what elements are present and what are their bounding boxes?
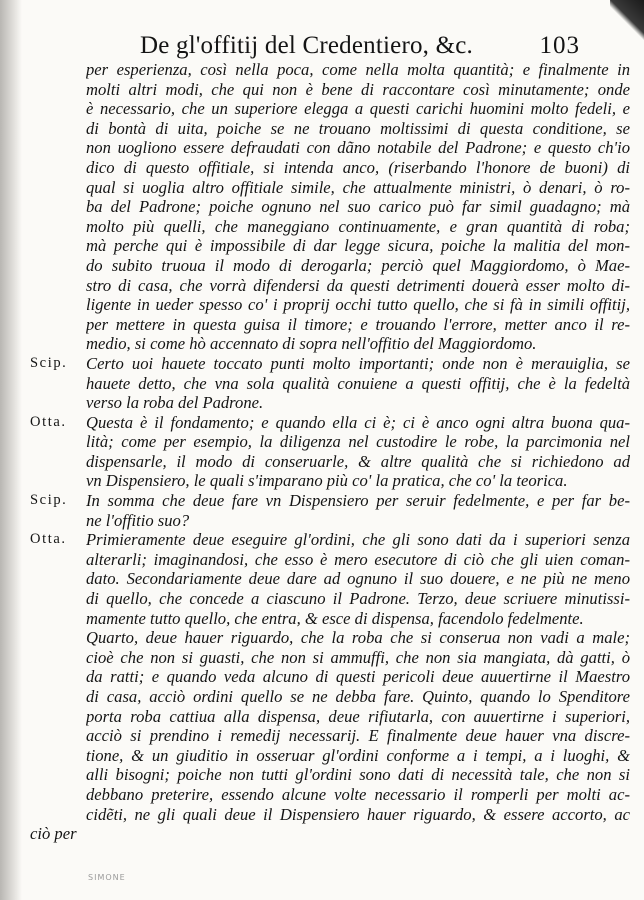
- line-text: alli bisogni; poiche non tutti gl'ordini sono dati di necessità tale, che non si: [86, 765, 630, 785]
- speaker-label: [30, 511, 86, 531]
- text-line: [30, 315, 630, 335]
- text-line: [30, 550, 630, 570]
- speaker-label: [30, 256, 86, 276]
- speaker-label: [30, 765, 86, 785]
- speaker-label: [30, 589, 86, 609]
- line-text: dato. Secondariamente deue dare ad ognuno il suo douere, e ne più ne meno: [86, 569, 630, 589]
- text-line: [30, 707, 630, 727]
- text-line: [30, 138, 630, 158]
- line-text: Quarto, deue hauer riguardo, che la roba che si conserua non vadi a male;: [86, 628, 630, 648]
- line-text: lità; come per esempio, la diligenza nel custodire le robe, la parcimonia nel: [86, 432, 630, 452]
- text-line: [30, 628, 630, 648]
- speaker-label: [30, 667, 86, 687]
- line-text: Questa è il fondamento; e quando ella ci è; ci è anco ogni altra buona qua-: [86, 412, 630, 432]
- text-line: [30, 256, 630, 276]
- line-text: mamente tutto quello, che entra, & esce di dispensa, facendolo fedelmente.: [86, 608, 584, 628]
- speaker-label: [30, 99, 86, 119]
- text-line: [30, 609, 630, 629]
- line-text: dico di questo offitiale, si intenda anco, (riserbando l'honore de buoni) di: [86, 157, 630, 177]
- text-line: [30, 746, 630, 766]
- speaker-label: [30, 785, 86, 805]
- speaker-label: [30, 805, 86, 825]
- speaker-label: Otta.: [30, 413, 67, 430]
- line-text: debbano preterire, essendo alcune volte necessario il romperli per molti ac-: [86, 784, 630, 804]
- text-line: [30, 491, 630, 511]
- text-line: [30, 158, 630, 178]
- speaker-label: [30, 334, 86, 354]
- line-text: verso la roba del Padrone.: [86, 393, 264, 413]
- speaker-label: [30, 276, 86, 296]
- speaker-label: [30, 178, 86, 198]
- body-text: [30, 60, 630, 844]
- running-header: [140, 32, 580, 60]
- text-line: [30, 667, 630, 687]
- speaker-label: [30, 236, 86, 256]
- speaker-label: [30, 217, 86, 237]
- speaker-label: Scip.: [30, 354, 68, 371]
- text-line: [30, 99, 630, 119]
- line-text: di quello, che concede a ciascuno il Padrone. Terzo, deue scriuere minutissi-: [86, 589, 630, 609]
- line-text: In somma che deue fare vn Dispensiero per seruir fedelmente, e per far be-: [86, 491, 630, 511]
- text-line: [30, 511, 630, 531]
- speaker-label: [30, 648, 86, 668]
- line-text: da ratti; e quando veda alcuno di questi pericoli deue auuertirne il Maestro: [86, 667, 630, 687]
- text-line: [30, 726, 630, 746]
- page-edge-shadow: [0, 0, 22, 900]
- text-line: [30, 178, 630, 198]
- speaker-label: [30, 687, 86, 707]
- line-text: cioè che non si guasti, che non si ammuffi, che non sia mangiata, dà gatti, ò: [86, 647, 630, 667]
- speaker-label: [30, 609, 86, 629]
- speaker-label: [30, 452, 86, 472]
- speaker-label: [30, 550, 86, 570]
- text-line: [30, 687, 630, 707]
- text-line: [30, 217, 630, 237]
- text-line: [30, 80, 630, 100]
- speaker-label: [30, 158, 86, 178]
- text-line: [30, 452, 630, 472]
- line-text: ne l'offitio suo?: [86, 510, 190, 530]
- line-text: qual si uoglia altro offitiale simile, che attualmente ministri, ò denari, ò ro-: [86, 177, 630, 197]
- text-line: [30, 765, 630, 785]
- line-text: cidẽti, ne gli quali deue il Dispensiero hauer riguardo, & essere accorto, ac: [86, 804, 630, 824]
- line-text: Primieramente deue eseguire gl'ordini, che gli sono dati da i superiori senza: [86, 530, 630, 550]
- speaker-label: [30, 471, 86, 491]
- catchword: ciò per: [30, 824, 77, 844]
- line-text: ba del Padrone; poiche ognuno nel suo carico può far simil guadagno; mà: [86, 197, 630, 217]
- line-text: acciò si prendino i remedij necessarij. E finalmente deue hauer vna discre-: [86, 726, 630, 746]
- line-text: molto più quelli, che maneggiano continuamente, e gran quantità di roba;: [86, 216, 630, 236]
- text-line: [30, 471, 630, 491]
- line-text: vn Dispensiero, le quali s'imparano più co' la pratica, che co' la teorica.: [86, 471, 568, 491]
- line-text: Certo uoi hauete toccato punti molto importanti; onde non è merauiglia, se: [86, 353, 630, 373]
- speaker-label: [30, 80, 86, 100]
- text-line: [30, 569, 630, 589]
- line-text: stro di casa, che vorrà difendersi da questi detrimenti douerà esser molto di-: [86, 275, 630, 295]
- speaker-label: [30, 726, 86, 746]
- text-line: [30, 413, 630, 433]
- speaker-label: Scip.: [30, 492, 68, 509]
- text-line: [30, 354, 630, 374]
- text-line: [30, 393, 630, 413]
- running-title: De gl'offitij del Credentiero, &c.: [140, 32, 473, 59]
- text-line: [30, 60, 630, 80]
- line-text: per mettere in questa guisa il timore; e trouando l'errore, metter anco il re-: [86, 314, 630, 334]
- text-line: [30, 236, 630, 256]
- line-text: do subito truoua il modo di derogarla; perciò quel Maggiordomo, ò Mae-: [86, 255, 630, 275]
- line-text: dispensarle, il modo di conseruarle, & altre qualità che si richiedono ad: [86, 451, 630, 471]
- speaker-label: [30, 295, 86, 315]
- speaker-label: [30, 119, 86, 139]
- speaker-label: [30, 374, 86, 394]
- speaker-label: [30, 628, 86, 648]
- speaker-label: [30, 393, 86, 413]
- text-line: [30, 197, 630, 217]
- text-line: [30, 530, 630, 550]
- speaker-label: [30, 138, 86, 158]
- text-line: [30, 374, 630, 394]
- line-text: mà perche qui è impossibile di dar legge sicura, poiche la malitia del mon-: [86, 236, 630, 256]
- line-text: ligente in ueder spesso co' i proprij occhi tutto quello, che si fà in simili offitij,: [86, 295, 630, 315]
- speaker-label: [30, 197, 86, 217]
- line-text: hauete detto, che vna sola qualità conuiene a questi offitij, che è la fedeltà: [86, 373, 630, 393]
- line-text: porta roba cattiua alla dispensa, deue rifiutarla, con auuertirne i superiori,: [86, 706, 630, 726]
- line-text: medio, si come hò accennato di sopra nell'offitio del Maggiordomo.: [86, 334, 537, 354]
- text-line: [30, 432, 630, 452]
- speaker-label: [30, 315, 86, 335]
- speaker-label: [30, 746, 86, 766]
- line-text: è necessario, che un superiore elegga a questi carichi huomini molto fedeli, e: [86, 99, 630, 119]
- text-line: [30, 276, 630, 296]
- speaker-label: [30, 569, 86, 589]
- line-text: molti altri modi, che qui non è bene di raccontare così minutamente; onde: [86, 79, 630, 99]
- line-text: per esperienza, così nella poca, come nella molta quantità; e finalmente in: [86, 60, 630, 79]
- speaker-label: Otta.: [30, 531, 67, 548]
- line-text: di bontà di uita, poiche se ne trouano moltissimi di questa conditione, se: [86, 118, 630, 138]
- speaker-label: [30, 60, 86, 80]
- text-line: [30, 119, 630, 139]
- line-text: alterarli; imaginandosi, che esso è mero esecutore di ciò che gli uien coman-: [86, 549, 630, 569]
- speaker-label: [30, 707, 86, 727]
- line-text: di casa, acciò ordini quello se ne debba fare. Quinto, quando lo Spenditore: [86, 687, 630, 706]
- line-text: non uogliono essere defraudati con dãno notabile del Padrone; e questo ch'io: [86, 138, 630, 158]
- library-stamp: SIMONE: [88, 873, 126, 882]
- text-line: [30, 785, 630, 805]
- text-line: [30, 295, 630, 315]
- text-line: [30, 805, 630, 825]
- text-line: [30, 334, 630, 354]
- text-line: [30, 589, 630, 609]
- text-line: [30, 648, 630, 668]
- page-number: 103: [539, 32, 580, 59]
- page-corner: [610, 0, 644, 40]
- speaker-label: [30, 432, 86, 452]
- line-text: tione, & un giuditio in osseruar gl'ordini conforme a i tempi, a i luoghi, &: [86, 745, 630, 765]
